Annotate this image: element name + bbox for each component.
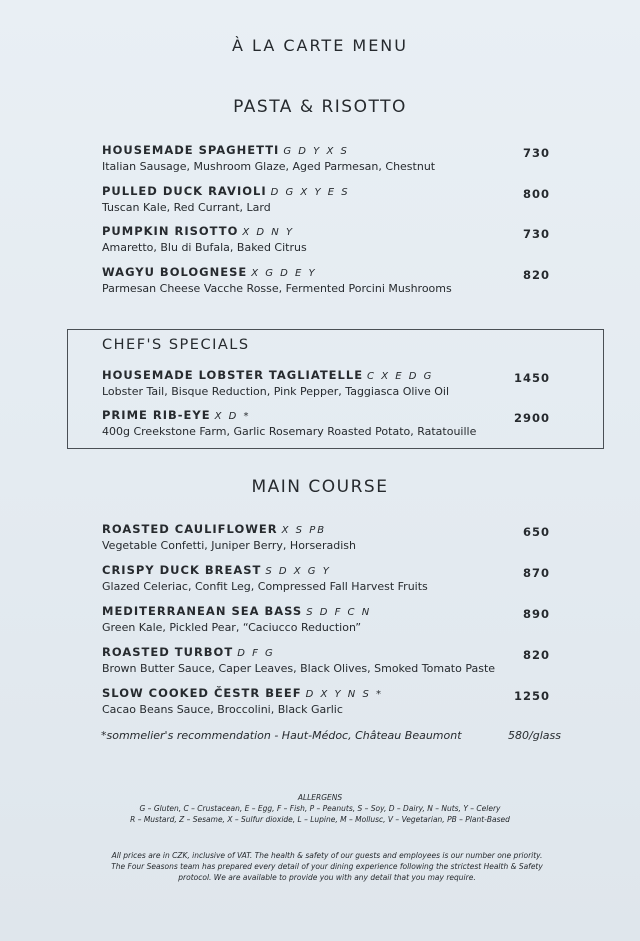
item-name-line [102,522,572,536]
menu-item [102,368,572,398]
item-name: WAGYU BOLOGNESE [102,265,248,279]
footer-line: The Four Seasons team has prepared every detail of your dining experience following the strictest Health & Safety [111,862,543,871]
item-name-line [102,143,572,157]
item-price: 820 [522,648,550,662]
item-name: PRIME RIB-EYE [102,408,211,422]
item-description: Vegetable Confetti, Juniper Berry, Horseradish [102,539,356,552]
menu-item [102,522,572,552]
item-description: Green Kale, Pickled Pear, “Caciucco Reduction” [102,621,362,634]
item-description: Amaretto, Blu di Bufala, Baked Citrus [102,241,307,254]
allergen-codes: S D X G Y [265,566,331,577]
sommelier-note [101,729,563,742]
item-name-line [102,368,572,382]
item-name-line [102,645,572,659]
item-price: 730 [522,146,550,160]
item-name-line [102,224,572,238]
allergen-codes: X G D E Y [251,268,317,279]
item-name-line [102,408,572,422]
allergen-codes: D X Y N S * [305,689,383,700]
item-description: Tuscan Kale, Red Currant, Lard [102,201,271,214]
item-name-line [102,686,572,700]
item-name: SLOW COOKED ČESTR BEEF [102,686,302,700]
item-description: Glazed Celeriac, Confit Leg, Compressed Fall Harvest Fruits [102,580,428,593]
allergens-line: R – Mustard, Z – Sesame, X – Sulfur dioxide, L – Lupine, M – Mollusc, V – Vegetarian, PB – Plant-Based [130,815,510,824]
allergen-codes: X D N Y [242,227,295,238]
footer-line: protocol. We are available to provide you with any detail that you may require. [178,873,476,882]
allergen-codes: S D F C N [306,607,372,618]
item-description: 400g Creekstone Farm, Garlic Rosemary Roasted Potato, Ratatouille [102,425,477,438]
sommelier-price: 580/glass [508,729,561,742]
allergen-codes: X S PB [281,525,327,536]
item-description: Italian Sausage, Mushroom Glaze, Aged Parmesan, Chestnut [102,160,436,173]
item-name: MEDITERRANEAN SEA BASS [102,604,303,618]
item-description: Brown Butter Sauce, Caper Leaves, Black Olives, Smoked Tomato Paste [102,662,496,675]
item-price: 800 [522,187,550,201]
menu-item [102,686,572,716]
menu-title: À LA CARTE MENU [232,36,408,55]
section-title-main: MAIN COURSE [251,477,389,497]
item-name: ROASTED CAULIFLOWER [102,522,278,536]
item-name-line [102,184,572,198]
item-description: Lobster Tail, Bisque Reduction, Pink Pepper, Taggiasca Olive Oil [102,385,450,398]
item-price: 2900 [513,411,550,425]
item-name-line [102,265,572,279]
allergens-title: ALLERGENS [297,793,343,802]
item-price: 870 [522,566,550,580]
allergen-codes: X D * [214,411,251,422]
item-name: HOUSEMADE LOBSTER TAGLIATELLE [102,368,364,382]
menu-item [102,184,572,214]
menu-item [102,563,572,593]
item-price: 1450 [513,371,550,385]
item-description: Cacao Beans Sauce, Broccolini, Black Garlic [102,703,343,716]
sommelier-text: *sommelier's recommendation - Haut-Médoc, Château Beaumont [101,729,462,742]
footer-disclaimer [92,850,562,883]
item-name: HOUSEMADE SPAGHETTI [102,143,280,157]
item-name: PULLED DUCK RAVIOLI [102,184,267,198]
allergen-codes: D G X Y E S [270,187,350,198]
item-name: CRISPY DUCK BREAST [102,563,262,577]
menu-item [102,265,572,295]
item-name-line [102,563,572,577]
footer-line: All prices are in CZK, inclusive of VAT. The health & safety of our guests and employees is our number one priority. [111,851,543,860]
menu-item [102,645,572,675]
item-price: 820 [522,268,550,282]
allergen-codes: G D Y X S [283,146,349,157]
allergen-codes: D F G [237,648,275,659]
section-title-specials: CHEF'S SPECIALS [102,337,250,353]
item-price: 650 [522,525,550,539]
menu-item [102,604,572,634]
allergen-codes: C X E D G [367,371,434,382]
menu-item [102,143,572,173]
menu-item [102,224,572,254]
item-name: PUMPKIN RISOTTO [102,224,239,238]
section-title-pasta: PASTA & RISOTTO [233,97,407,117]
item-name-line [102,604,572,618]
item-price: 890 [522,607,550,621]
menu-item [102,408,572,438]
item-price: 1250 [513,689,550,703]
allergens-line: G – Gluten, C – Crustacean, E – Egg, F – Fish, P – Peanuts, S – Soy, D – Dairy, N – Nuts, Y – Celery [139,804,501,813]
item-description: Parmesan Cheese Vacche Rosse, Fermented Porcini Mushrooms [102,282,452,295]
allergens-legend [0,792,640,825]
item-price: 730 [522,227,550,241]
item-name: ROASTED TURBOT [102,645,234,659]
